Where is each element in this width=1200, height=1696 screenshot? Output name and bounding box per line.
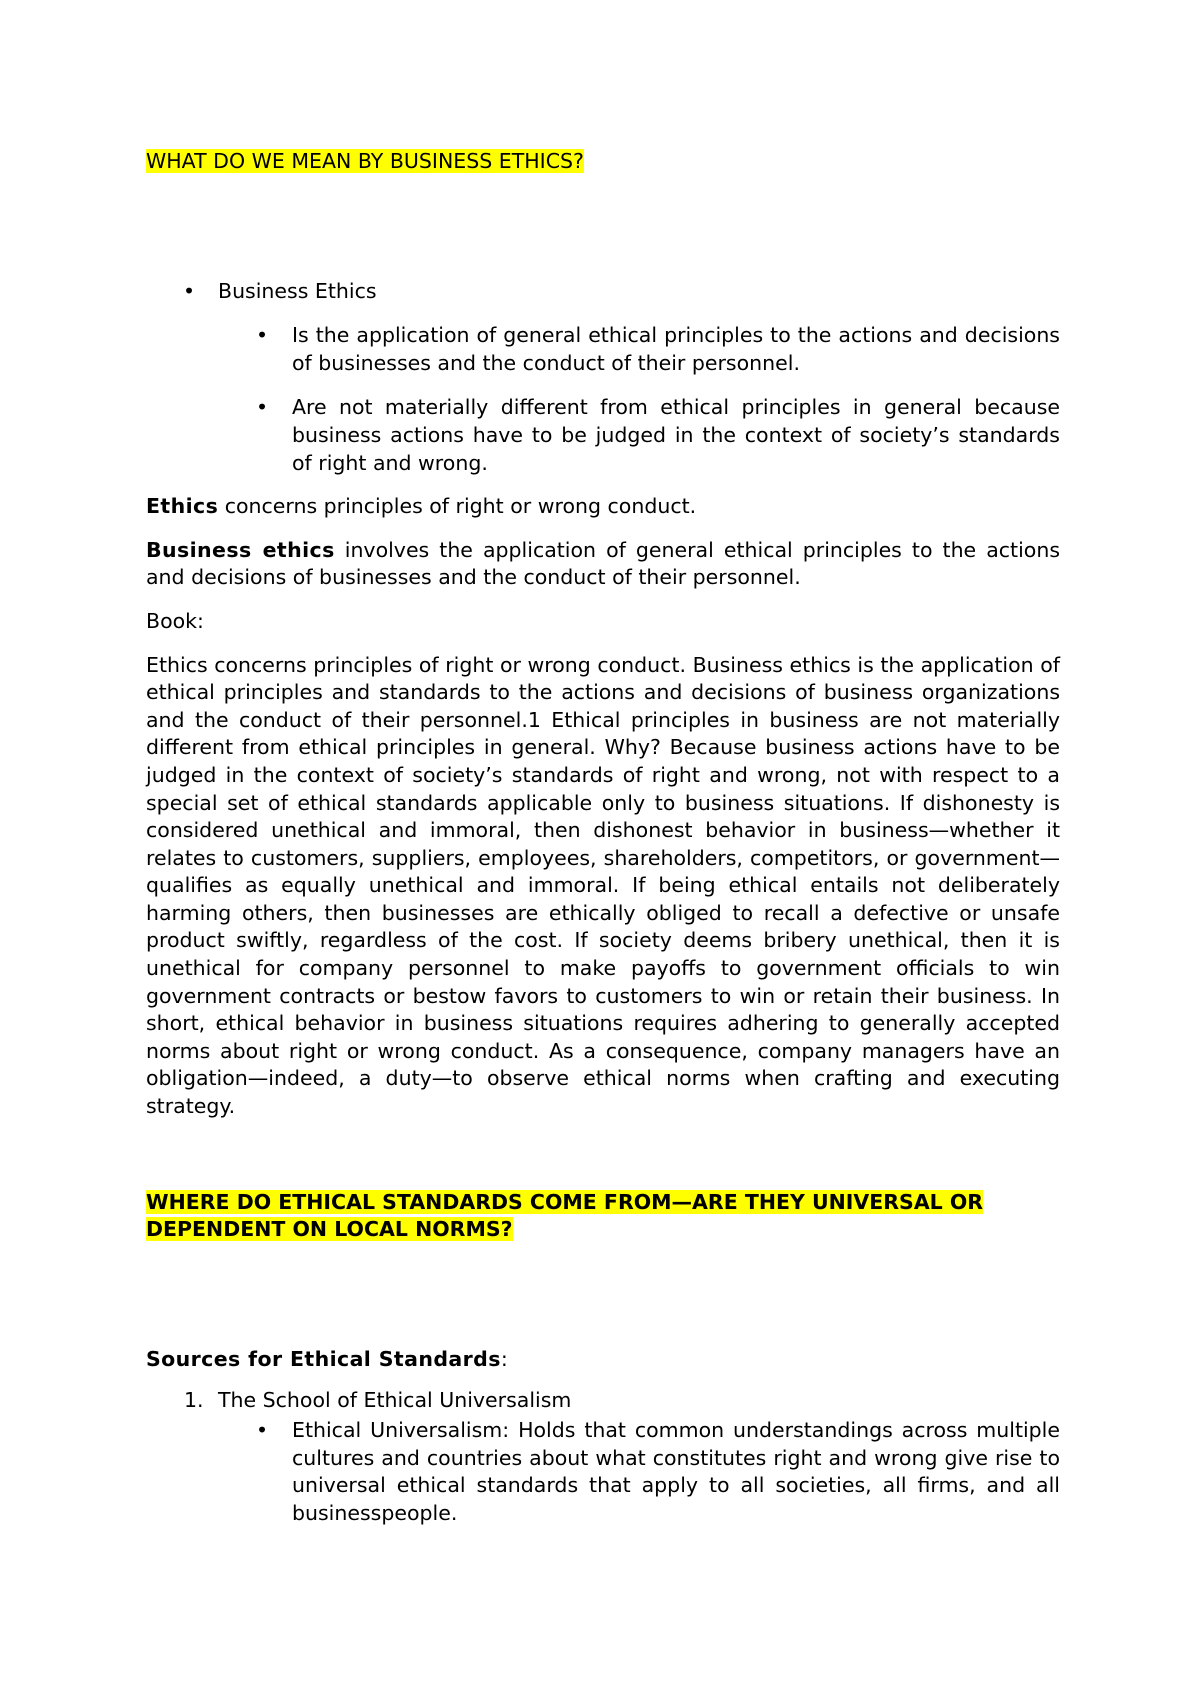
list-item-text: Business Ethics [218, 278, 377, 303]
list-item-text: Are not materially different from ethical principles in general because business actions have to be judged in the context of society’s standards of right and wrong. [292, 395, 1060, 475]
sources-colon: : [500, 1346, 508, 1371]
list-item [146, 278, 1060, 306]
book-paragraph: Ethics concerns principles of right or wrong conduct. Business ethics is the application of ethical principles and standards to the actions and decisions of business organizations and the conduct of their personnel.1 Ethical principles in business are not materially different from ethical principles in general. Why? Because business actions have to be judged in the context of society’s standards of right and wrong, not with respect to a special set of ethical standards applicable only to business situations. If dishonesty is considered unethical and immoral, then dishonest behavior in business—whether it relates to customers, suppliers, employees, shareholders, competitors, or government—qualifies as equally unethical and immoral. If being ethical entails not deliberately harming others, then businesses are ethically obliged to recall a defective or unsafe product swiftly, regardless of the cost. If society deems bribery unethical, then it is unethical for company personnel to make payoffs to government officials to win government contracts or bestow favors to customers to win or retain their business. In short, ethical behavior in business situations requires adhering to generally accepted norms about right or wrong conduct. As a consequence, company managers have an obligation—indeed, a duty—to observe ethical norms when crafting and executing strategy. [146, 652, 1060, 1119]
section-heading-business-ethics [146, 148, 1060, 176]
ethics-term: Ethics [146, 494, 219, 519]
numbered-list-item [146, 1387, 1060, 1415]
document-page [146, 148, 1060, 1527]
list-item [146, 322, 1060, 377]
list-item-text: Is the application of general ethical principles to the actions and decisions of businesses and the conduct of their personnel. [292, 323, 1060, 375]
bullet-icon: • [256, 1418, 269, 1442]
bullet-icon: • [183, 278, 196, 303]
sources-heading [146, 1346, 1060, 1374]
book-label: Book: [146, 608, 204, 633]
heading-highlight: WHAT DO WE MEAN BY BUSINESS ETHICS? [146, 149, 584, 173]
business-ethics-definition [146, 537, 1060, 592]
ethics-definition-text: concerns principles of right or wrong conduct. [218, 494, 697, 519]
list-item [146, 394, 1060, 477]
heading-highlight: WHERE DO ETHICAL STANDARDS COME FROM—ARE THEY UNIVERSAL OR DEPENDENT ON LOCAL NORMS? [146, 1189, 984, 1242]
list-item-text: The School of Ethical Universalism [218, 1388, 572, 1413]
section-heading-ethical-standards [146, 1189, 1060, 1244]
bullet-icon: • [256, 395, 269, 420]
sources-label: Sources for Ethical Standards [146, 1346, 501, 1371]
list-number: 1. [184, 1388, 204, 1413]
list-item-text: Ethical Universalism: Holds that common understandings across multiple cultures and countries about what constitutes right and wrong give rise to universal ethical standards that apply to all societies, all firms, and all businesspeople. [292, 1418, 1060, 1525]
ethics-definition [146, 493, 1060, 521]
bullet-list [146, 278, 1060, 478]
list-item [146, 1417, 1060, 1527]
bullet-icon: • [256, 323, 269, 348]
business-ethics-term: Business ethics [146, 537, 335, 562]
business-ethics-definition-text: involves the application of general ethical principles to the actions and decisions of businesses and the conduct of their personnel. [146, 537, 1061, 590]
